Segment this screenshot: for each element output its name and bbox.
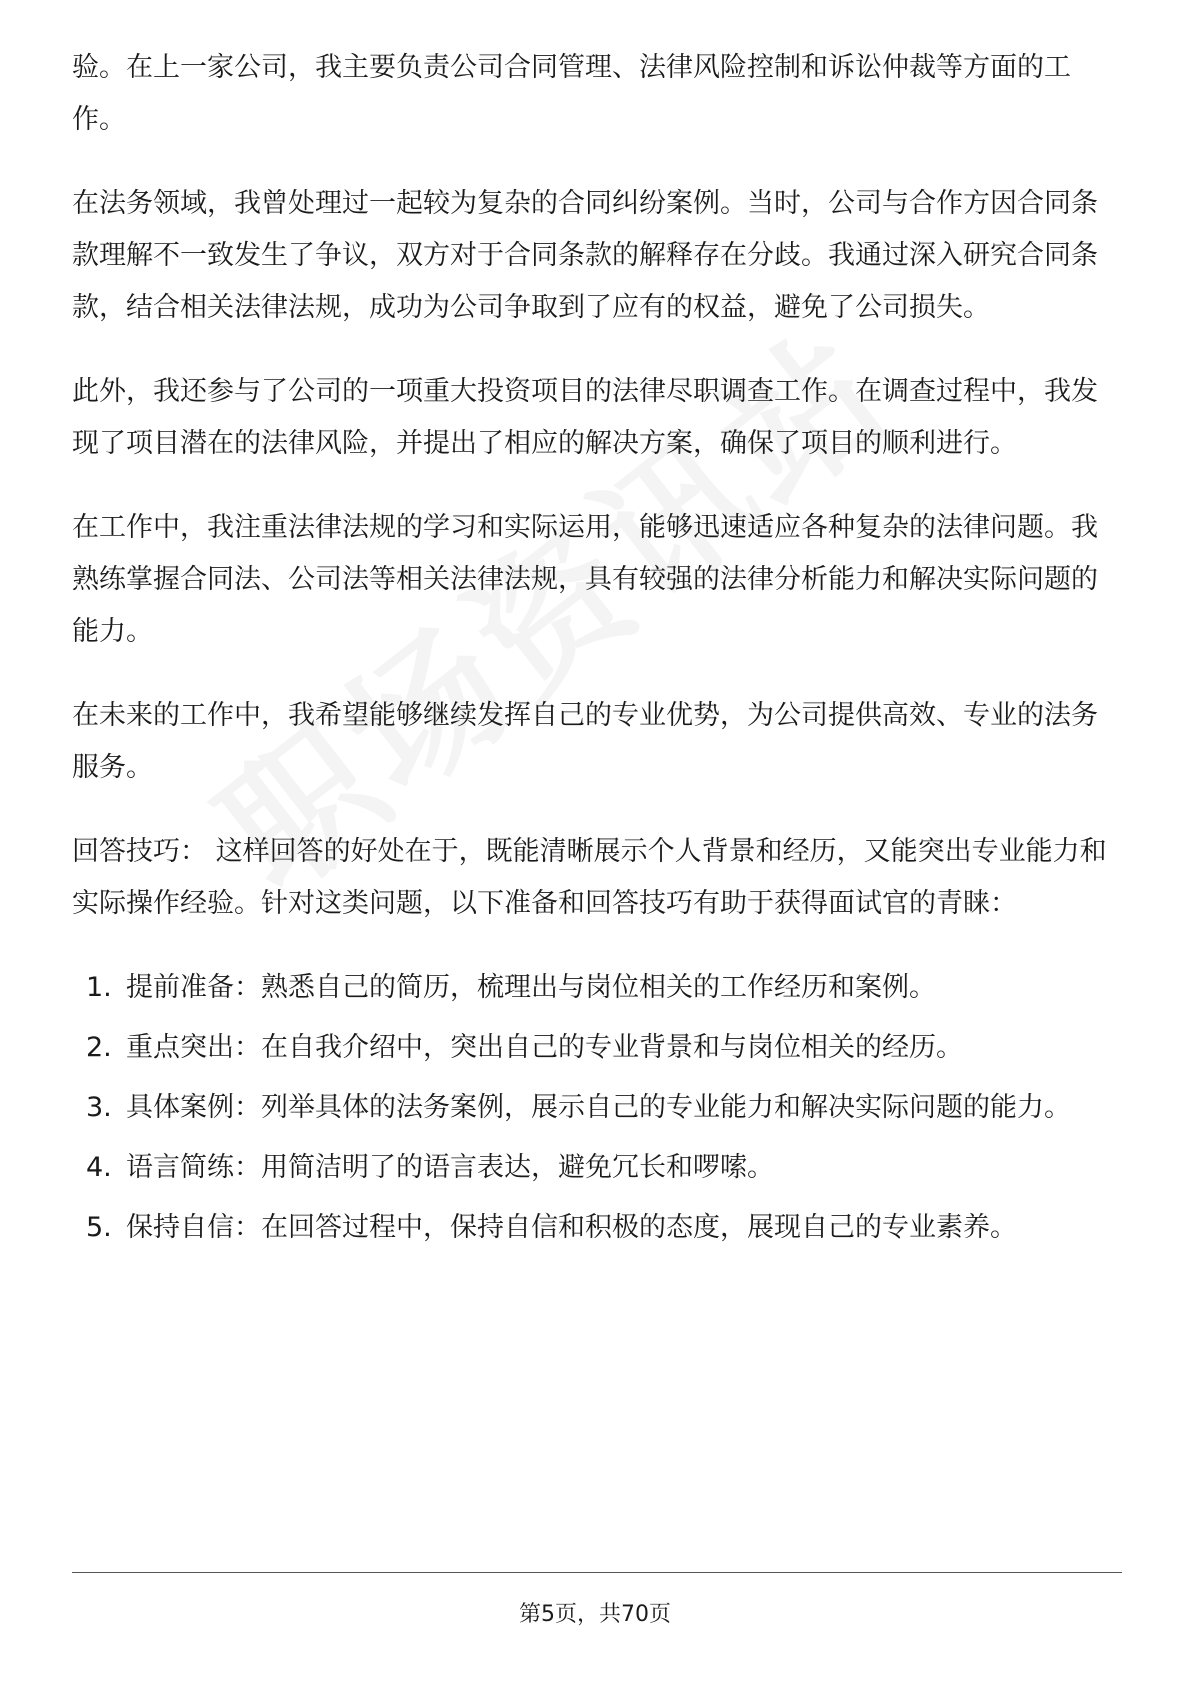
- paragraph-experience: 验。在上一家公司，我主要负责公司合同管理、法律风险控制和诉讼仲裁等方面的工作。: [72, 52, 1071, 135]
- paragraph-skills: 在工作中，我注重法律法规的学习和实际运用，能够迅速适应各种复杂的法律问题。我熟练掌握合同法、公司法等相关法律法规，具有较强的法律分析能力和解决实际问题的能力。: [72, 512, 1098, 647]
- list-number: 3.: [86, 1092, 112, 1123]
- list-item-text: 重点突出：在自我介绍中，突出自己的专业背景和与岗位相关的经历。: [126, 1032, 963, 1063]
- paragraph-contract-case: 在法务领域，我曾处理过一起较为复杂的合同纠纷案例。当时，公司与合作方因合同条款理解不一致发生了争议，双方对于合同条款的解释存在分歧。我通过深入研究合同条款，结合相关法律法规，成功为公司争取到了应有的权益，避免了公司损失。: [72, 188, 1098, 323]
- paragraph-future: 在未来的工作中，我希望能够继续发挥自己的专业优势，为公司提供高效、专业的法务服务。: [72, 700, 1098, 783]
- page-content: [72, 42, 1122, 1262]
- list-number: 4.: [86, 1152, 112, 1183]
- tips-list: [72, 962, 1122, 1254]
- list-item: [72, 962, 1122, 1014]
- list-number: 2.: [86, 1032, 112, 1063]
- list-item: [72, 1022, 1122, 1074]
- list-number: 5.: [86, 1212, 112, 1243]
- footer-divider: [72, 1572, 1122, 1573]
- list-number: 1.: [86, 972, 112, 1003]
- list-item-text: 具体案例：列举具体的法务案例，展示自己的专业能力和解决实际问题的能力。: [126, 1092, 1071, 1123]
- paragraph-due-diligence: 此外，我还参与了公司的一项重大投资项目的法律尽职调查工作。在调查过程中，我发现了项目潜在的法律风险，并提出了相应的解决方案，确保了项目的顺利进行。: [72, 376, 1098, 459]
- paragraph-answer-tips: 回答技巧： 这样回答的好处在于，既能清晰展示个人背景和经历，又能突出专业能力和实际操作经验。针对这类问题，以下准备和回答技巧有助于获得面试官的青睐：: [72, 836, 1107, 919]
- list-item: [72, 1142, 1122, 1194]
- page-number: 第5页，共70页: [519, 1602, 671, 1627]
- list-item: [72, 1082, 1122, 1134]
- list-item-text: 保持自信：在回答过程中，保持自信和积极的态度，展现自己的专业素养。: [126, 1212, 1017, 1243]
- list-item-text: 提前准备：熟悉自己的简历，梳理出与岗位相关的工作经历和案例。: [126, 972, 936, 1003]
- list-item: [72, 1202, 1122, 1254]
- list-item-text: 语言简练：用简洁明了的语言表达，避免冗长和啰嗦。: [126, 1152, 774, 1183]
